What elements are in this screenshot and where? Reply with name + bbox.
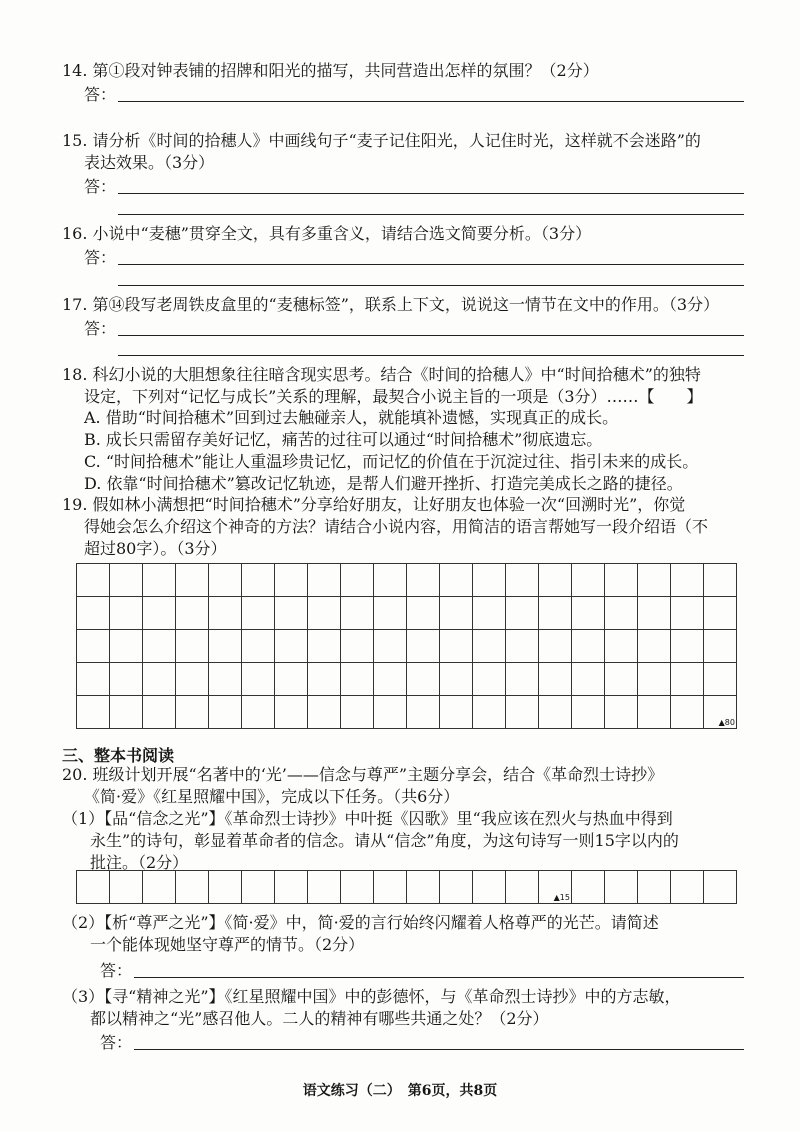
grid-cell[interactable] [176, 564, 209, 597]
grid-cell[interactable] [506, 564, 539, 597]
grid-cell[interactable] [407, 597, 440, 630]
grid-cell[interactable] [605, 696, 638, 729]
answer-line [134, 977, 744, 978]
grid-cell[interactable] [671, 663, 704, 696]
grid-cell[interactable] [407, 663, 440, 696]
grid-cell[interactable] [473, 663, 506, 696]
grid-cell[interactable] [440, 564, 473, 597]
grid-cell[interactable] [242, 564, 275, 597]
question-19-line1: 19. 假如林小满想把“时间拾穗术”分享给好朋友，让好朋友也体验一次“回溯时光”，你觉 [62, 495, 686, 514]
grid-cell[interactable] [539, 597, 572, 630]
grid-cell[interactable] [704, 597, 737, 630]
grid-cell[interactable] [638, 630, 671, 663]
grid-cell[interactable] [77, 564, 110, 597]
grid-cell[interactable] [275, 871, 308, 904]
grid-cell[interactable] [209, 696, 242, 729]
grid-cell[interactable] [308, 597, 341, 630]
question-14-text: 14. 第①段对钟表铺的招牌和阳光的描写，共同营造出怎样的氛围？（2分） [62, 61, 599, 80]
page-footer: 语文练习（二） 第6页，共8页 [302, 1083, 498, 1099]
grid-row [77, 871, 737, 904]
grid-cell[interactable] [77, 663, 110, 696]
grid-row [77, 663, 737, 696]
part1-line3: 批注。（2分） [90, 853, 189, 872]
grid-cell[interactable] [308, 696, 341, 729]
answer-label: 答： [84, 177, 117, 196]
grid-cell[interactable] [704, 630, 737, 663]
question-19 [62, 494, 752, 560]
answer-label: 答： [100, 1033, 133, 1052]
answer-row-14[interactable] [84, 82, 744, 104]
grid-row [77, 564, 737, 597]
answer-line [118, 101, 744, 102]
grid-cell[interactable] [638, 871, 671, 904]
grid-cell[interactable] [374, 871, 407, 904]
char-count-mark: ▲80 [718, 718, 735, 727]
grid-cell[interactable] [374, 696, 407, 729]
answer-line-extra-17[interactable] [118, 355, 744, 356]
grid-cell[interactable] [572, 663, 605, 696]
answer-row-15[interactable] [84, 174, 744, 196]
grid-cell[interactable] [143, 696, 176, 729]
grid-cell[interactable] [341, 696, 374, 729]
grid-cell[interactable] [704, 871, 737, 904]
grid-cell[interactable] [143, 630, 176, 663]
grid-cell[interactable] [341, 871, 374, 904]
question-20-line2: 《简·爱》《红星照耀中国》，完成以下任务。（共6分） [84, 787, 460, 806]
grid-cell[interactable] [671, 696, 704, 729]
writing-grid-80[interactable] [76, 563, 737, 729]
question-17 [62, 294, 752, 316]
grid-cell[interactable] [275, 597, 308, 630]
grid-cell[interactable] [209, 663, 242, 696]
grid-cell[interactable] [308, 663, 341, 696]
answer-line [118, 193, 744, 194]
answer-label: 答： [100, 961, 133, 980]
grid-cell[interactable] [506, 871, 539, 904]
grid-cell[interactable] [242, 597, 275, 630]
option-a[interactable]: A. 借助“时间拾穗术”回到过去触碰亲人，就能填补遗憾，实现真正的成长。 [84, 408, 619, 427]
answer-row-20-3[interactable] [100, 1030, 744, 1052]
grid-cell[interactable] [308, 630, 341, 663]
grid-cell[interactable] [143, 871, 176, 904]
grid-cell[interactable] [572, 597, 605, 630]
question-20-line1: 20. 班级计划开展“名著中的‘光’——信念与尊严”主题分享会，结合《革命烈士诗抄》 [62, 765, 664, 784]
grid-cell[interactable] [242, 630, 275, 663]
grid-cell[interactable] [407, 630, 440, 663]
grid-cell[interactable] [110, 696, 143, 729]
grid-cell[interactable] [374, 564, 407, 597]
grid-cell[interactable] [473, 597, 506, 630]
grid-cell[interactable] [341, 564, 374, 597]
grid-cell[interactable] [605, 630, 638, 663]
grid-cell[interactable] [539, 871, 572, 904]
grid-cell[interactable] [572, 564, 605, 597]
grid-cell[interactable] [242, 871, 275, 904]
grid-row [77, 597, 737, 630]
grid-cell[interactable] [440, 871, 473, 904]
grid-cell[interactable] [506, 696, 539, 729]
answer-row-16[interactable] [84, 245, 744, 267]
grid-cell[interactable] [176, 630, 209, 663]
grid-cell[interactable] [341, 597, 374, 630]
answer-line-extra-16[interactable] [118, 285, 744, 286]
grid-cell[interactable] [638, 696, 671, 729]
grid-cell[interactable] [473, 630, 506, 663]
grid-cell[interactable] [143, 564, 176, 597]
answer-label: 答： [84, 319, 117, 338]
section-title: 三、整本书阅读 [62, 746, 175, 765]
grid-cell[interactable] [242, 663, 275, 696]
grid-cell[interactable] [407, 564, 440, 597]
grid-cell[interactable] [110, 564, 143, 597]
option-b[interactable]: B. 成长只需留存美好记忆，痛苦的过往可以通过“时间拾穗术”彻底遗忘。 [84, 430, 603, 449]
char-count-mark: ▲15 [553, 893, 570, 902]
question-16-text: 16. 小说中“麦穗”贯穿全文，具有多重含义，请结合选文简要分析。（3分） [62, 224, 592, 243]
grid-cell[interactable] [539, 564, 572, 597]
question-19-line2: 得她会怎么介绍这个神奇的方法？请结合小说内容，用简洁的语言帮她写一段介绍语（不 [84, 517, 709, 536]
answer-line-extra-15[interactable] [118, 214, 744, 215]
part2-line2: 一个能体现她坚守尊严的情节。（2分） [90, 935, 365, 954]
grid-cell[interactable] [473, 871, 506, 904]
grid-cell[interactable] [473, 564, 506, 597]
grid-cell[interactable] [440, 663, 473, 696]
grid-cell[interactable] [638, 663, 671, 696]
question-17-text: 17. 第⑭段写老周铁皮盒里的“麦穗标签”，联系上下文，说说这一情节在文中的作用。（3分） [62, 295, 720, 314]
question-18-line1: 18. 科幻小说的大胆想象往往暗含现实思考。结合《时间的拾穗人》中“时间拾穗术”的独特 [62, 365, 701, 384]
answer-line [134, 1049, 744, 1050]
grid-cell[interactable] [671, 597, 704, 630]
writing-grid-15[interactable] [76, 870, 737, 904]
part3-line2: 都以精神之“光”感召他人。二人的精神有哪些共通之处？（2分） [90, 1009, 549, 1028]
grid-cell[interactable] [176, 696, 209, 729]
grid-cell[interactable] [110, 597, 143, 630]
grid-cell[interactable] [374, 630, 407, 663]
grid-row [77, 630, 737, 663]
part3-line1: （3）【寻“精神之光”】《红星照耀中国》中的彭德怀，与《革命烈士诗抄》中的方志敏， [62, 987, 681, 1006]
grid-cell[interactable] [308, 871, 341, 904]
question-18 [62, 364, 752, 408]
answer-row-17[interactable] [84, 316, 744, 338]
grid-cell[interactable] [275, 630, 308, 663]
question-20-part1 [62, 808, 752, 874]
grid-cell[interactable] [704, 696, 737, 729]
question-18-line2: 设定，下列对“记忆与成长”关系的理解，最契合小说主旨的一项是（3分）……【 】 [84, 387, 703, 406]
grid-cell[interactable] [110, 871, 143, 904]
grid-cell[interactable] [110, 663, 143, 696]
question-16 [62, 223, 752, 245]
grid-cell[interactable] [473, 696, 506, 729]
grid-cell[interactable] [308, 564, 341, 597]
grid-cell[interactable] [77, 696, 110, 729]
grid-cell[interactable] [572, 871, 605, 904]
grid-cell[interactable] [176, 597, 209, 630]
grid-cell[interactable] [407, 871, 440, 904]
grid-cell[interactable] [539, 696, 572, 729]
grid-cell[interactable] [275, 564, 308, 597]
question-15-line1: 15. 请分析《时间的拾穗人》中画线句子“麦子记住阳光，人记住时光，这样就不会迷路”的 [62, 131, 701, 150]
grid-cell[interactable] [176, 663, 209, 696]
grid-cell[interactable] [242, 696, 275, 729]
grid-cell[interactable] [638, 597, 671, 630]
grid-cell[interactable] [209, 630, 242, 663]
grid-cell[interactable] [407, 696, 440, 729]
grid-cell[interactable] [209, 597, 242, 630]
question-15 [62, 130, 752, 174]
grid-cell[interactable] [374, 663, 407, 696]
grid-cell[interactable] [341, 630, 374, 663]
question-15-line2: 表达效果。（3分） [84, 153, 215, 172]
grid-cell[interactable] [341, 663, 374, 696]
grid-cell[interactable] [638, 564, 671, 597]
grid-row [77, 696, 737, 729]
grid-cell[interactable] [77, 871, 110, 904]
grid-cell[interactable] [572, 630, 605, 663]
question-19-line3: 超过80字）。（3分） [84, 539, 227, 558]
question-20 [62, 764, 752, 808]
grid-cell[interactable] [209, 871, 242, 904]
part2-line1: （2）【析“尊严之光”】《简·爱》中，简·爱的言行始终闪耀着人格尊严的光芒。请简述 [62, 913, 659, 932]
grid-cell[interactable] [671, 871, 704, 904]
answer-label: 答： [84, 85, 117, 104]
grid-cell[interactable] [704, 564, 737, 597]
grid-cell[interactable] [506, 630, 539, 663]
grid-cell[interactable] [143, 663, 176, 696]
question-20-part2 [62, 912, 752, 956]
grid-cell[interactable] [77, 630, 110, 663]
answer-row-20-2[interactable] [100, 958, 744, 980]
answer-label: 答： [84, 248, 117, 267]
grid-cell[interactable] [704, 663, 737, 696]
grid-cell[interactable] [605, 564, 638, 597]
question-14 [62, 60, 752, 82]
option-c[interactable]: C. “时间拾穗术”能让人重温珍贵记忆，而记忆的价值在于沉淀过往、指引未来的成长。 [84, 452, 699, 471]
grid-cell[interactable] [440, 630, 473, 663]
grid-cell[interactable] [440, 597, 473, 630]
part1-line1: （1）【品“信念之光”】《革命烈士诗抄》中叶挺《囚歌》里“我应该在烈火与热血中得到 [62, 809, 673, 828]
grid-cell[interactable] [506, 597, 539, 630]
answer-line [118, 335, 744, 336]
answer-line [118, 264, 744, 265]
grid-cell[interactable] [572, 696, 605, 729]
grid-cell[interactable] [539, 663, 572, 696]
grid-cell[interactable] [605, 663, 638, 696]
grid-cell[interactable] [275, 696, 308, 729]
grid-cell[interactable] [77, 597, 110, 630]
grid-cell[interactable] [671, 564, 704, 597]
grid-cell[interactable] [506, 663, 539, 696]
part1-line2: 永生”的诗句，彰显着革命者的信念。请从“信念”角度，为这句诗写一则15字以内的 [90, 831, 679, 850]
grid-cell[interactable] [209, 564, 242, 597]
grid-cell[interactable] [440, 696, 473, 729]
grid-cell[interactable] [605, 597, 638, 630]
grid-cell[interactable] [176, 871, 209, 904]
grid-cell[interactable] [671, 630, 704, 663]
grid-cell[interactable] [605, 871, 638, 904]
grid-cell[interactable] [110, 630, 143, 663]
grid-cell[interactable] [374, 597, 407, 630]
grid-cell[interactable] [539, 630, 572, 663]
grid-cell[interactable] [143, 597, 176, 630]
grid-cell[interactable] [275, 663, 308, 696]
question-20-part3 [62, 986, 752, 1030]
option-d[interactable]: D. 依靠“时间拾穗术”篡改记忆轨迹，是帮人们避开挫折、打造完美成长之路的捷径。 [84, 474, 683, 493]
